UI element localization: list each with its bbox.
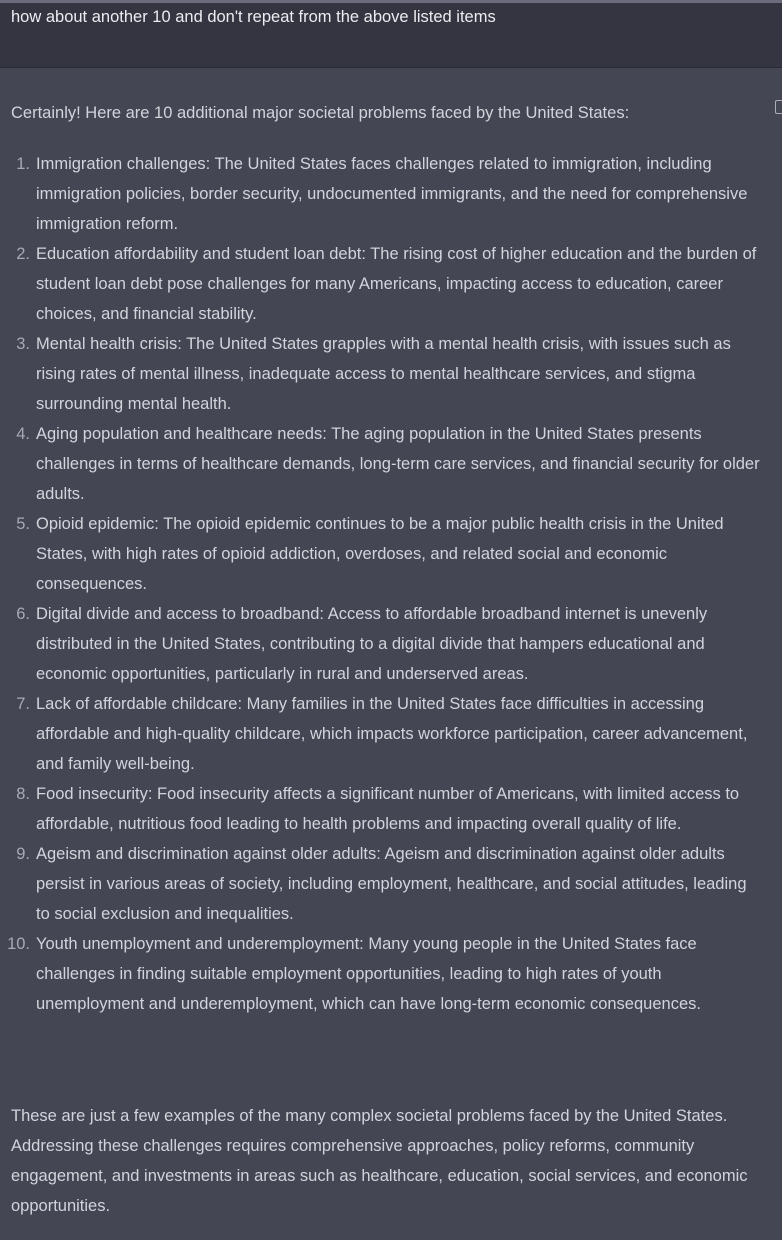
list-item-number: 9.	[16, 845, 30, 863]
list-item	[0, 689, 782, 779]
list-item	[0, 329, 782, 419]
assistant-intro: Certainly! Here are 10 additional major societal problems faced by the United States:	[11, 104, 630, 122]
assistant-outro: These are just a few examples of the many complex societal problems faced by the United States. Addressing these challenges requires comprehensive approaches, policy reforms, community engagement, and investments in areas such as healthcare, education, social services, and economic opportunities.	[11, 1107, 748, 1215]
list-item	[0, 419, 782, 509]
list-item-number: 1.	[16, 155, 30, 173]
list-item	[0, 149, 782, 239]
assistant-message	[0, 68, 782, 1240]
list-item	[0, 929, 782, 1019]
list-item-text: Ageism and discrimination against older adults: Ageism and discrimination against older adults persist in various areas of society, including employment, healthcare, and social attitudes, leading to social exclusion and inequalities.	[36, 845, 747, 923]
list-item-text: Aging population and healthcare needs: The aging population in the United States presents challenges in terms of healthcare demands, long-term care services, and financial security for older adults.	[36, 425, 760, 503]
list-item	[0, 839, 782, 929]
list-item-text: Education affordability and student loan debt: The rising cost of higher education and the burden of student loan debt pose challenges for many Americans, impacting access to education, career choices, and financial stability.	[36, 245, 757, 323]
list-item-number: 5.	[16, 515, 30, 533]
problem-list	[0, 149, 782, 1019]
list-item-text: Lack of affordable childcare: Many families in the United States face difficulties in accessing affordable and high-quality childcare, which impacts workforce participation, career advancement, and family well-being.	[36, 695, 748, 773]
list-item-number: 6.	[16, 605, 30, 623]
user-message-text: how about another 10 and don't repeat from the above listed items	[11, 8, 496, 26]
list-item-number: 3.	[16, 335, 30, 353]
user-message	[0, 3, 782, 68]
list-item-number: 2.	[16, 245, 30, 263]
list-item-number: 8.	[16, 785, 30, 803]
list-item-text: Opioid epidemic: The opioid epidemic continues to be a major public health crisis in the United States, with high rates of opioid addiction, overdoses, and related social and economic consequences.	[36, 515, 724, 593]
list-item-text: Immigration challenges: The United States faces challenges related to immigration, including immigration policies, border security, undocumented immigrants, and the need for comprehensive immigration reform.	[36, 155, 748, 233]
list-item-text: Digital divide and access to broadband: Access to affordable broadband internet is unevenly distributed in the United States, contributing to a digital divide that hampers educational and economic opportunities, particularly in rural and underserved areas.	[36, 605, 708, 683]
list-item-text: Youth unemployment and underemployment: Many young people in the United States face challenges in finding suitable employment opportunities, leading to high rates of youth unemployment and underemployment, which can have long-term economic consequences.	[36, 935, 701, 1013]
list-item	[0, 509, 782, 599]
copy-icon[interactable]	[775, 100, 782, 114]
list-item-text: Mental health crisis: The United States grapples with a mental health crisis, with issues such as rising rates of mental illness, inadequate access to mental healthcare services, and stigma surrounding mental health.	[36, 335, 731, 413]
list-item-number: 10.	[7, 935, 30, 953]
list-item-number: 4.	[16, 425, 30, 443]
list-item-number: 7.	[16, 695, 30, 713]
list-item-text: Food insecurity: Food insecurity affects a significant number of Americans, with limited access to affordable, nutritious food leading to health problems and impacting overall quality of life.	[36, 785, 740, 833]
list-item	[0, 239, 782, 329]
list-item	[0, 779, 782, 839]
list-item	[0, 599, 782, 689]
